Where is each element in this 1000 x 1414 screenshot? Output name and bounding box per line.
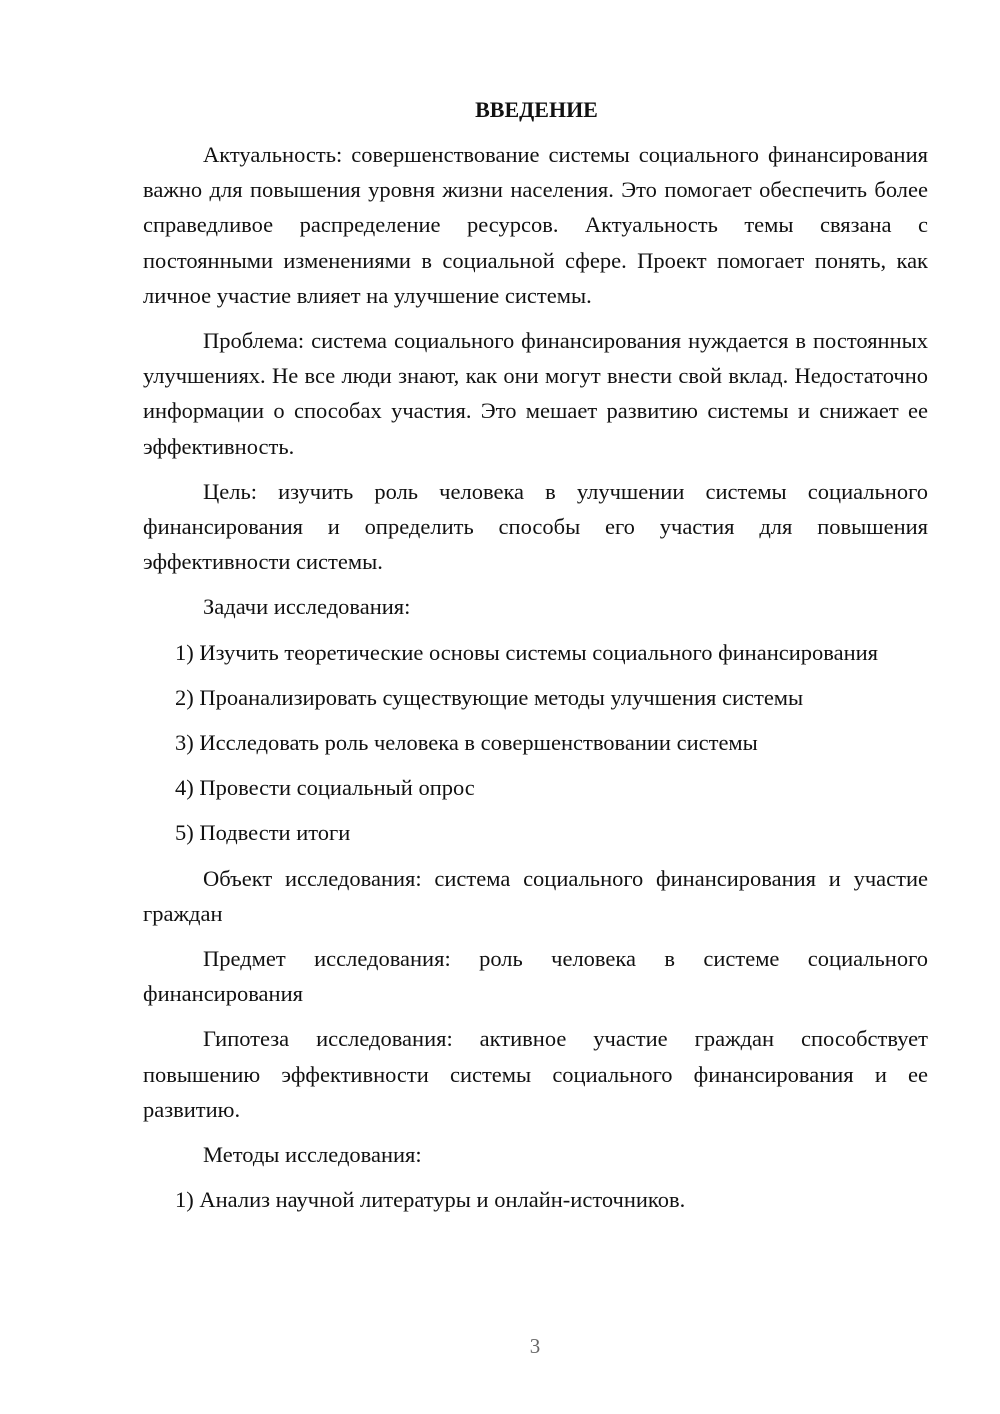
subject-paragraph: Предмет исследования: роль человека в системе социального финансирования	[143, 946, 928, 1007]
relevance-paragraph: Актуальность: совершенствование системы социального финансирования важно для повышения уровня жизни населения. Это помогает обеспечить более справедливое распределение ресурсов. Актуальность темы связана с постоянными изменениями в социальной сфере. Проект помогает понять, как личное участие влияет на улучшение системы.	[143, 142, 928, 308]
task-item: 4) Провести социальный опрос	[175, 775, 475, 801]
page-title: ВВЕДЕНИЕ	[475, 97, 598, 122]
task-item: 1) Изучить теоретические основы системы социального финансирования	[175, 639, 879, 665]
object-paragraph: Объект исследования: система социального финансирования и участие граждан	[143, 865, 928, 926]
page-number: 3	[529, 1334, 541, 1358]
task-item: 5) Подвести итоги	[175, 820, 351, 846]
goal-paragraph: Цель: изучить роль человека в улучшении системы социального финансирования и определить способы его участия для повышения эффективности системы.	[143, 478, 928, 575]
task-item: 3) Исследовать роль человека в совершенствовании системы	[175, 730, 758, 756]
problem-paragraph: Проблема: система социального финансирования нуждается в постоянных улучшениях. Не все люди знают, как они могут внести свой вклад. Недостаточно информации о способах участия. Это мешает развитию системы и снижает ее эффективность.	[143, 328, 928, 459]
hypothesis-paragraph: Гипотеза исследования: активное участие граждан способствует повышению эффективности системы социального финансирования и ее развитию.	[143, 1026, 928, 1122]
methods-heading: Методы исследования:	[203, 1142, 422, 1168]
document-body	[143, 92, 928, 1227]
tasks-heading: Задачи исследования:	[203, 594, 411, 620]
method-item: 1) Анализ научной литературы и онлайн-источников.	[175, 1187, 686, 1213]
task-item: 2) Проанализировать существующие методы улучшения системы	[175, 684, 804, 710]
